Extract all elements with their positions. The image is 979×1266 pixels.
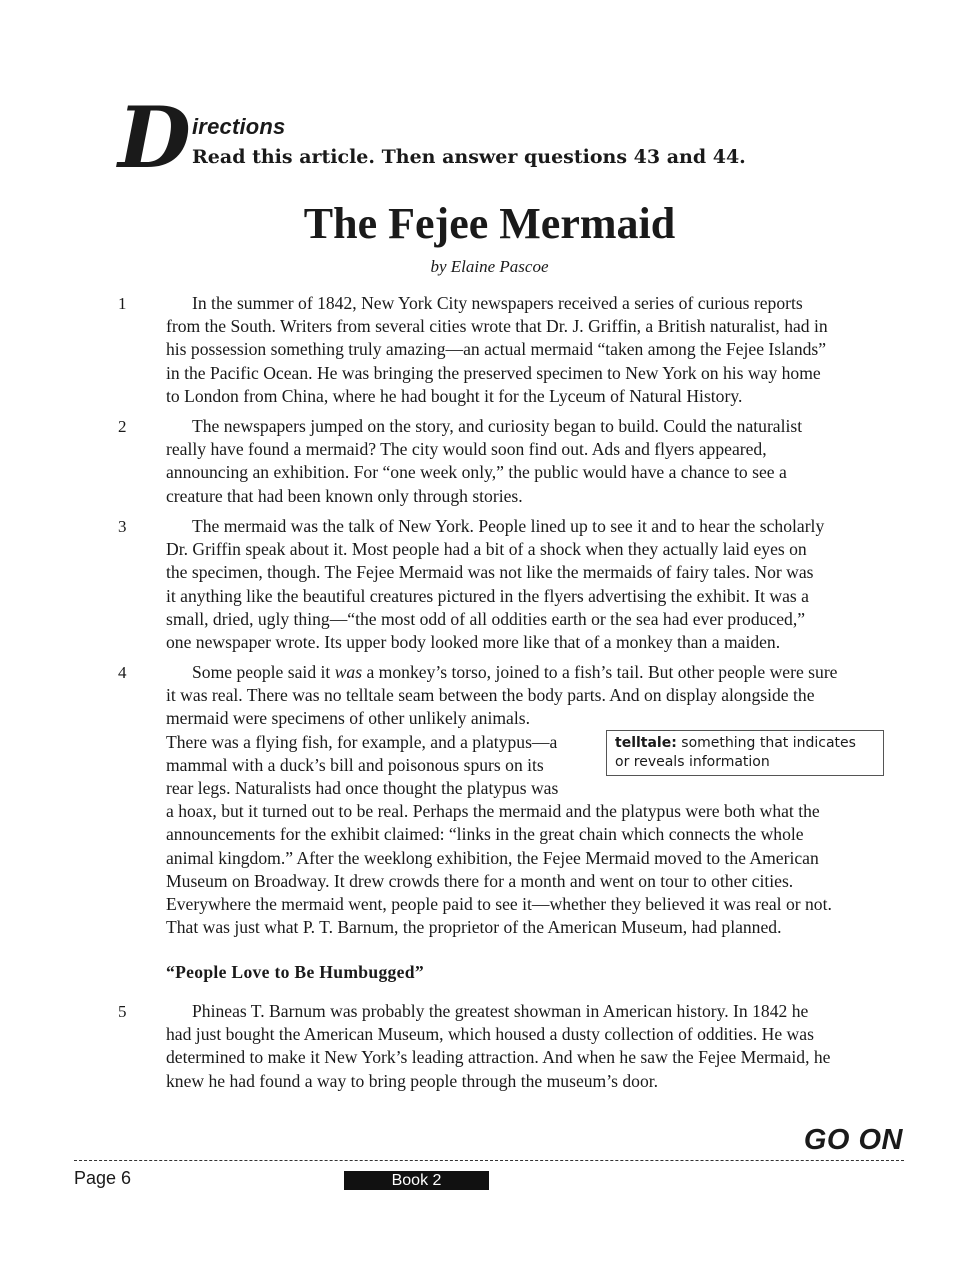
paragraph-line: mammal with a duck’s bill and poisonous spurs on its (166, 754, 544, 775)
paragraph-3 (166, 515, 886, 654)
paragraph-line: to London from China, where he had bought it for the Lyceum of Natural History. (166, 385, 743, 406)
paragraph-line: mermaid were specimens of other unlikely animals. (166, 708, 530, 729)
paragraph-line: really have found a mermaid? The city would soon find out. Ads and flyers appeared, (166, 439, 767, 460)
glossary-definition: something that indicates (676, 735, 856, 751)
paragraph-line: Museum on Broadway. It drew crowds there for a month and went on tour to other cities. (166, 870, 794, 891)
glossary-box (606, 730, 884, 776)
footer-divider (74, 1160, 904, 1161)
paragraph-number: 5 (118, 1002, 127, 1021)
paragraph-line: in the Pacific Ocean. He was bringing the preserved specimen to New York on his way home (166, 362, 821, 383)
paragraph-line: The mermaid was the talk of New York. People lined up to see it and to hear the scholarly (192, 516, 825, 536)
directions-label: irections (192, 114, 286, 139)
paragraph-1 (166, 292, 886, 408)
paragraph-number: 4 (118, 663, 127, 682)
paragraph-line: it was real. There was no telltale seam between the body parts. And on display alongside the (166, 685, 815, 706)
paragraph-line: announcements for the exhibit claimed: “links in the great chain which connects the whole (166, 824, 804, 845)
paragraph-line: the specimen, though. The Fejee Mermaid was not like the mermaids of fairy tales. Nor was (166, 562, 814, 583)
text-run: Some people said it (192, 662, 335, 682)
paragraph-line: creature that had been known only through stories. (166, 485, 523, 506)
text-run: a monkey’s torso, joined to a fish’s tail. But other people were sure (362, 662, 838, 682)
paragraph-number: 1 (118, 294, 127, 313)
article-title: The Fejee Mermaid (303, 199, 676, 248)
emphasis-text: was (334, 662, 363, 682)
paragraph-line: had just bought the American Museum, which housed a dusty collection of oddities. He was (166, 1024, 814, 1045)
paragraph-5 (166, 1000, 886, 1093)
paragraph-line: from the South. Writers from several cities wrote that Dr. J. Griffin, a British naturalist, had in (166, 316, 828, 337)
paragraph-number: 3 (118, 517, 127, 536)
paragraph-line: animal kingdom.” After the weeklong exhibition, the Fejee Mermaid moved to the American (166, 847, 819, 868)
paragraph-4 (166, 661, 886, 939)
glossary-definition-continued: or reveals information (615, 754, 770, 770)
directions-initial: D (118, 88, 191, 187)
paragraph-line: determined to make it New York’s leading attraction. And when he saw the Fejee Mermaid, he (166, 1047, 831, 1068)
page-number: Page 6 (74, 1168, 132, 1188)
paragraph-2 (166, 415, 886, 508)
paragraph-line: knew he had found a way to bring people through the museum’s door. (166, 1070, 659, 1091)
paragraph-line: Dr. Griffin speak about it. Most people had a bit of a shock when they actually laid eyes on (166, 539, 807, 560)
paragraph-line: a hoax, but it turned out to be real. Perhaps the mermaid and the platypus were both what the (166, 801, 820, 822)
paragraph-line: Everywhere the mermaid went, people paid to see it—whether they believed it was real or not. (166, 894, 832, 915)
paragraph-line: There was a flying fish, for example, and a platypus—a (166, 731, 558, 752)
paragraph-line: In the summer of 1842, New York City newspapers received a series of curious reports (192, 293, 803, 313)
paragraph-number: 2 (118, 417, 127, 436)
paragraph-line: one newspaper wrote. Its upper body looked more like that of a monkey than a maiden. (166, 632, 781, 653)
paragraph-line: it anything like the beautiful creatures pictured in the flyers advertising the exhibit. It was a (166, 585, 809, 606)
paragraph-line (166, 661, 886, 684)
directions-instruction: Read this article. Then answer questions 43 and 44. (192, 146, 746, 168)
glossary-term: telltale: (615, 735, 677, 751)
paragraph-line: announcing an exhibition. For “one week only,” the public would have a chance to see a (166, 462, 787, 483)
paragraph-line: rear legs. Naturalists had once thought the platypus was (166, 778, 559, 799)
book-label: Book 2 (344, 1171, 489, 1190)
directions-header (118, 88, 918, 188)
go-on-label: GO ON (803, 1124, 903, 1156)
paragraph-line: Phineas T. Barnum was probably the greatest showman in American history. In 1842 he (192, 1001, 809, 1021)
paragraph-line: That was just what P. T. Barnum, the proprietor of the American Museum, had planned. (166, 917, 782, 938)
article-byline: by Elaine Pascoe (430, 257, 549, 276)
paragraph-line: small, dried, ugly thing—“the most odd of all oddities earth or the sea had ever produced,” (166, 608, 806, 629)
paragraph-line: his possession something truly amazing—an actual mermaid “taken among the Fejee Islands” (166, 339, 827, 360)
paragraph-line: The newspapers jumped on the story, and curiosity began to build. Could the naturalist (192, 416, 803, 436)
section-subheading: “People Love to Be Humbugged” (166, 962, 424, 982)
